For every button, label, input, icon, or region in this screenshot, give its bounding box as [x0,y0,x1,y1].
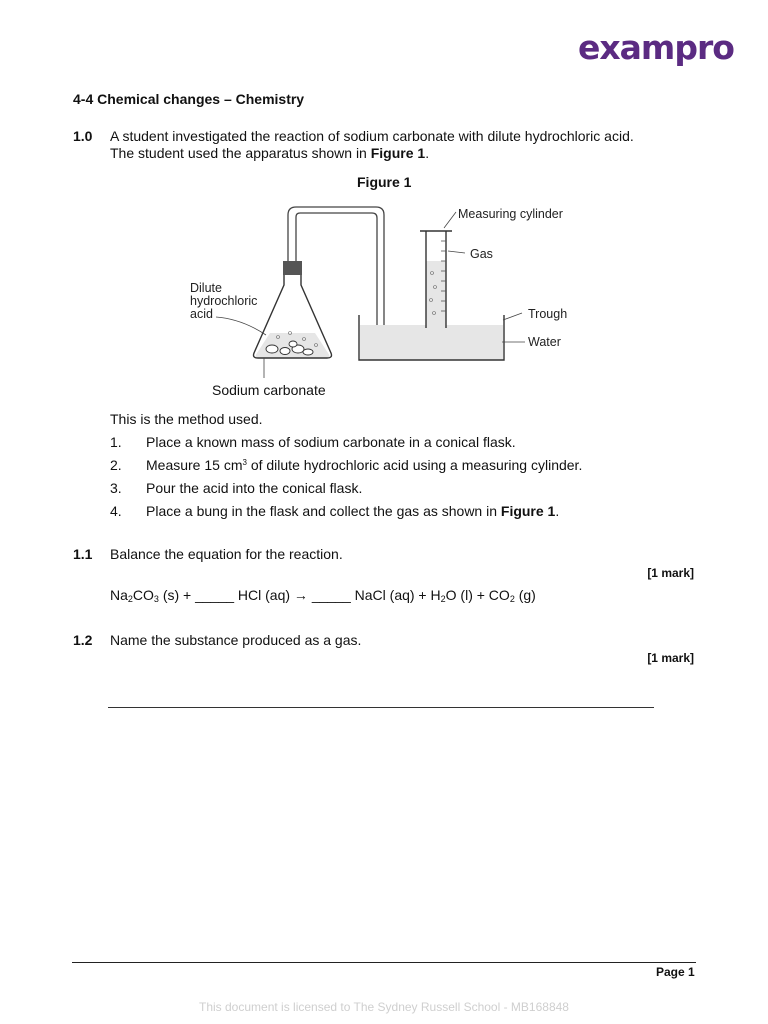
method-step [110,434,582,457]
measuring-cylinder [420,231,452,328]
page-number: Page 1 [656,965,695,979]
step-number: 1. [110,434,122,450]
question-1-0-line2 [110,145,429,161]
step-text-post: of dilute hydrochloric acid using a measuring cylinder. [246,457,583,473]
step-text [146,503,559,526]
step-text-post: . [555,503,560,519]
step-number: 4. [110,503,122,519]
label-dilute: Dilute [190,281,222,295]
footer-divider [72,962,696,963]
mark-allocation: [1 mark] [647,651,694,665]
step-number: 2. [110,457,122,473]
label-gas: Gas [470,247,493,261]
question-1-0-line1: A student investigated the reaction of sodium carbonate with dilute hydrochloric acid. [110,128,634,144]
page-title: 4-4 Chemical changes – Chemistry [73,91,305,107]
label-measuring-cylinder: Measuring cylinder [458,207,563,221]
question-1-2-text: Name the substance produced as a gas. [110,632,362,648]
answer-line[interactable] [108,707,654,708]
question-number-1-0: 1.0 [73,128,93,144]
label-acid: acid [190,307,213,321]
step-number: 3. [110,480,122,496]
question-number-1-1: 1.1 [73,546,93,562]
license-notice: This document is licensed to The Sydney Russell School - MB168848 [199,1000,569,1014]
line2-period: . [425,145,430,161]
eq-co2-sub: 2 [509,594,515,604]
step-text-pre: Measure 15 cm [146,457,243,473]
eq-co: CO [132,587,154,603]
cubed-superscript: 3 [242,458,247,467]
method-intro: This is the method used. [110,411,263,427]
figure-reference: Figure 1 [370,145,426,161]
question-number-1-2: 1.2 [73,632,93,648]
bung [283,261,302,275]
step-text: Place a known mass of sodium carbonate in a conical flask. [146,434,516,450]
eq-co-sub: 3 [153,594,159,604]
figure-reference: Figure 1 [500,503,556,519]
eq-na-sub: 2 [127,594,133,604]
label-hydrochloric: hydrochloric [190,294,258,308]
figure-title: Figure 1 [357,174,412,190]
method-steps [110,434,582,526]
eq-part3: (g) [514,587,536,603]
label-water: Water [528,335,561,349]
chemical-equation [110,587,536,604]
eq-na: Na [110,587,128,603]
method-step [110,457,582,480]
eq-part1: (s) + _____ HCl (aq) → _____ NaCl (aq) + H [158,587,441,603]
question-1-1-text: Balance the equation for the reaction. [110,546,343,562]
method-step [110,503,582,526]
line2-text: The student used the apparatus shown in [110,145,371,161]
mark-allocation: [1 mark] [647,566,694,580]
figure-caption: Sodium carbonate [212,382,326,398]
method-step [110,480,582,503]
eq-part2: O (l) + CO [445,587,510,603]
label-trough: Trough [528,307,568,321]
exampro-logo: exampro [578,28,734,67]
step-text: Pour the acid into the conical flask. [146,480,363,496]
eq-h-sub: 2 [440,594,446,604]
step-text [146,457,582,480]
step-text-pre: Place a bung in the flask and collect the gas as shown in [146,503,501,519]
conical-flask [254,261,332,358]
apparatus-diagram [180,195,600,380]
